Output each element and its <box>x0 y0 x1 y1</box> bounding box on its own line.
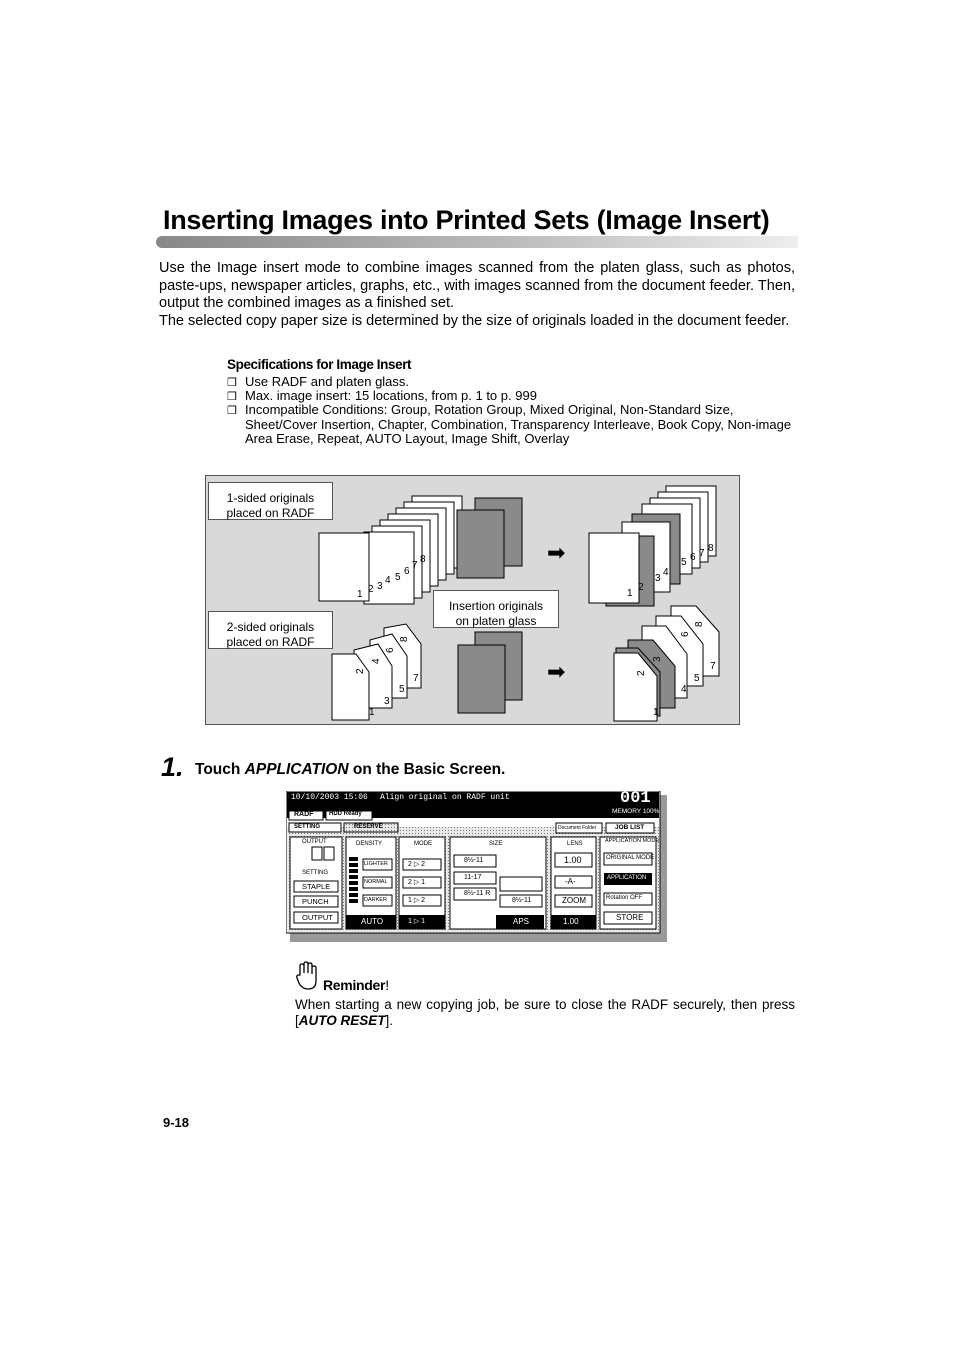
arrow-right-icon: ➡ <box>547 540 566 565</box>
hdd-indicator: HDD Ready <box>329 811 362 817</box>
radf-indicator: RADF <box>294 811 314 818</box>
screen-datetime: 10/10/2003 15:06 <box>291 793 368 802</box>
size-tray-3-button[interactable]: 8½-11 R <box>464 890 491 897</box>
svg-text:8: 8 <box>694 621 705 627</box>
document-folder-button[interactable]: Document Folder <box>558 825 597 831</box>
intro-paragraph-2: The selected copy paper size is determined by the size of originals loaded in the document feeder. <box>159 313 790 329</box>
lighter-button[interactable]: LIGHTER <box>364 861 388 867</box>
step-instruction: Touch APPLICATION on the Basic Screen. <box>195 761 506 778</box>
label-insertion-originals: Insertion originals on platen glass <box>433 590 559 628</box>
svg-text:8: 8 <box>708 543 714 554</box>
checkbox-bullet-icon: ❒ <box>227 405 237 417</box>
hand-stop-icon <box>296 961 318 991</box>
label-two-sided: 2-sided originals placed on RADF <box>208 611 333 649</box>
svg-text:7: 7 <box>413 673 419 684</box>
lens-ratio-button[interactable]: 1.00 <box>563 917 579 926</box>
screen-message: Align original on RADF unit <box>380 793 510 802</box>
output-button[interactable]: OUTPUT <box>302 913 333 922</box>
spec-item: ❒ Incompatible Conditions: Group, Rotation Group, Mixed Original, Non-Standard Size, Sheet/Cover Insertion, Chapter, Combination, Transparency Interleave, Book Copy, Non-image Area Erase, Repeat, AUTO Layout, Image Shift, Overlay <box>227 402 792 446</box>
tab-setting[interactable]: SETTING <box>294 824 321 830</box>
svg-text:5: 5 <box>395 572 401 583</box>
auto-density-button[interactable]: AUTO <box>361 917 384 926</box>
job-list-button[interactable]: JOB LIST <box>615 824 645 831</box>
svg-text:4: 4 <box>385 575 391 586</box>
application-mode-label: APPLICATION MODE <box>605 838 659 844</box>
size-tray-1-button[interactable]: 8½-11 <box>464 857 484 864</box>
step-number: 1. <box>161 752 184 782</box>
application-button[interactable]: APPLICATION <box>607 875 647 881</box>
svg-text:5: 5 <box>681 557 687 568</box>
svg-text:2: 2 <box>636 670 647 676</box>
zoom-button[interactable]: ZOOM <box>562 896 586 905</box>
checkbox-bullet-icon: ❒ <box>227 391 237 403</box>
original-mode-button[interactable]: ORIGINAL MODE <box>606 855 655 861</box>
label-one-sided: 1-sided originals placed on RADF <box>208 482 333 520</box>
svg-text:1: 1 <box>369 707 375 718</box>
svg-text:6: 6 <box>690 552 696 563</box>
mode-1-2-button[interactable]: 1 ▷ 2 <box>408 897 426 904</box>
setting-label: SETTING <box>302 870 329 876</box>
svg-text:6: 6 <box>404 566 410 577</box>
title-underline-bar <box>156 236 798 248</box>
normal-button[interactable]: NORMAL <box>364 879 388 885</box>
svg-text:4: 4 <box>663 567 669 578</box>
specs-heading: Specifications for Image Insert <box>227 357 412 372</box>
size-label: SIZE <box>489 841 503 847</box>
output-label: OUTPUT <box>302 839 327 845</box>
lens-ratio: 1.00 <box>564 855 582 865</box>
reminder-heading: Reminder! <box>323 977 389 993</box>
svg-text:8: 8 <box>399 636 410 642</box>
store-button[interactable]: STORE <box>616 913 644 922</box>
size-tray-2-button[interactable]: 11-17 <box>464 874 482 881</box>
screen-memory: MEMORY 100% <box>612 808 660 815</box>
basic-screen-image <box>286 791 667 942</box>
screen-counter: 001 <box>620 789 651 808</box>
punch-button[interactable]: PUNCH <box>302 897 329 906</box>
mode-1-1-button[interactable]: 1 ▷ 1 <box>408 918 426 925</box>
aps-button[interactable]: APS <box>513 917 530 926</box>
svg-text:5: 5 <box>399 684 405 695</box>
page-title: Inserting Images into Printed Sets (Image Insert) <box>163 205 770 235</box>
image-insert-diagram <box>205 475 740 725</box>
page-number: 9-18 <box>163 1115 190 1130</box>
lens-preset-button[interactable]: -A- <box>565 877 576 886</box>
svg-text:4: 4 <box>681 684 687 695</box>
rotation-off-button[interactable]: Rotation OFF <box>606 895 643 901</box>
svg-text:6: 6 <box>385 647 396 653</box>
one-sided-stack <box>319 496 462 604</box>
svg-text:3: 3 <box>384 696 390 707</box>
svg-text:1: 1 <box>357 589 363 600</box>
staple-button[interactable]: STAPLE <box>302 882 331 891</box>
tab-reserve[interactable]: RESERVE <box>354 824 383 830</box>
svg-text:4: 4 <box>371 658 382 664</box>
spec-item: ❒ Max. image insert: 15 locations, from p. 1 to p. 999 <box>227 388 537 403</box>
svg-text:1: 1 <box>627 588 633 599</box>
svg-text:2: 2 <box>638 582 644 593</box>
svg-text:7: 7 <box>710 661 716 672</box>
svg-text:3: 3 <box>377 581 383 592</box>
reminder-text: When starting a new copying job, be sure to close the RADF securely, then press [AUTO RESET]. <box>295 997 795 1028</box>
svg-text:5: 5 <box>694 673 700 684</box>
svg-text:1: 1 <box>653 707 659 718</box>
checkbox-bullet-icon: ❒ <box>227 377 237 389</box>
svg-text:2: 2 <box>368 584 374 595</box>
mode-2-2-button[interactable]: 2 ▷ 2 <box>408 861 426 868</box>
size-tray-4-button[interactable]: 8½-11 <box>512 897 532 904</box>
lens-label: LENS <box>567 841 583 847</box>
svg-text:6: 6 <box>680 631 691 637</box>
mode-2-1-button[interactable]: 2 ▷ 1 <box>408 879 426 886</box>
arrow-right-icon: ➡ <box>547 659 566 684</box>
mode-label: MODE <box>414 841 432 847</box>
svg-text:3: 3 <box>652 656 663 662</box>
intro-paragraph-1: Use the Image insert mode to combine images scanned from the platen glass, such as photos, paste-ups, newspaper articles, graphs, etc., with images scanned from the document feeder. Then, output the combined images as a finished set. <box>159 260 795 312</box>
svg-text:8: 8 <box>420 554 426 565</box>
svg-text:3: 3 <box>655 573 661 584</box>
density-label: DENSITY <box>356 841 383 847</box>
spec-item: ❒ Use RADF and platen glass. <box>227 374 410 389</box>
darker-button[interactable]: DARKER <box>364 897 387 903</box>
svg-text:7: 7 <box>699 548 705 559</box>
svg-text:7: 7 <box>412 560 418 571</box>
svg-text:2: 2 <box>355 668 366 674</box>
